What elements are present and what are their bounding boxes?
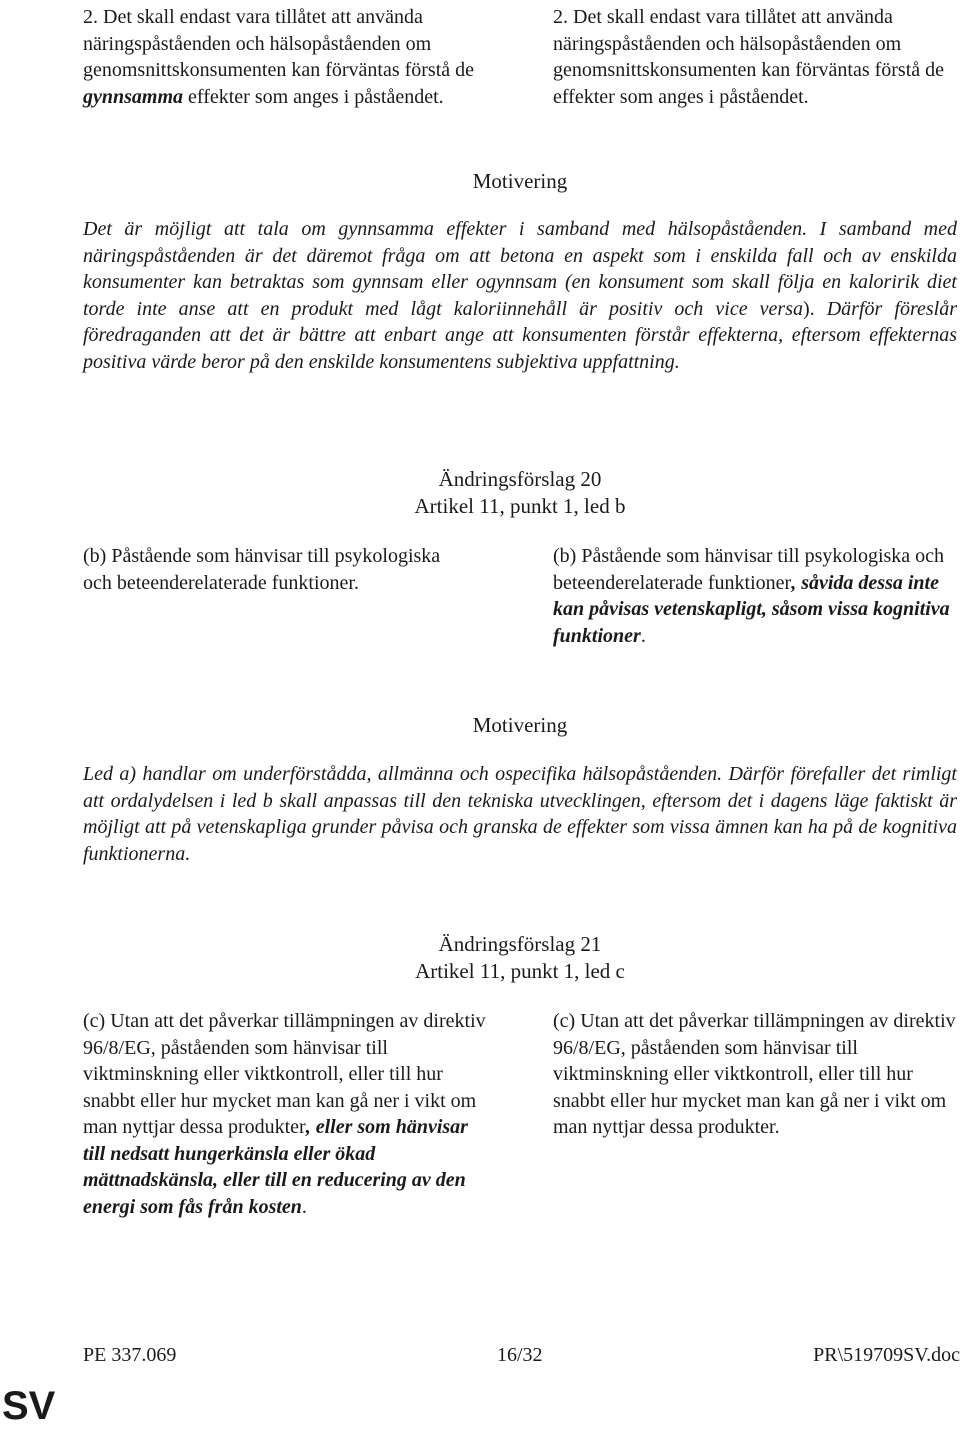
amendment-20-article: Artikel 11, punkt 1, led b bbox=[414, 494, 626, 518]
amendment-21-original: (c) Utan att det påverkar tillämpningen av direktiv 96/8/EG, påståenden som hänvisar till viktminskning eller viktkontroll, eller till hur snabbt eller hur mycket man kan gå ner i vikt om man nyttjar dessa produkter, eller som hänvisar till nedsatt hungerkänsla eller ökad mättnadskänsla, eller till en reducering av den energi som fås från kosten. bbox=[83, 1010, 486, 1218]
language-code: SV bbox=[2, 1384, 56, 1428]
footer-document-name: PR\519709SV.doc bbox=[813, 1344, 960, 1366]
amendment-21-title: Ändringsförslag 21 bbox=[438, 932, 602, 956]
amendment-20-title: Ändringsförslag 20 bbox=[438, 467, 602, 491]
emphasis-text: gynnsamma bbox=[83, 85, 184, 108]
motivering-text-2: Led a) handlar om underförstådda, allmänna och ospecifika hälsopåståenden. Därför förefaller det rimligt att ordalydelsen i led b skall anpassas till den tekniska utvecklingen, eftersom det i dagens läge faktiskt är möjligt att på vetenskapliga grunder påvisa och granska de effekter som vissa ämnen kan ha på de kognitiva funktionerna. bbox=[83, 763, 957, 865]
motivering-heading-2: Motivering bbox=[472, 713, 568, 737]
amendment-20-addition: , såvida dessa inte kan påvisas vetenskapligt, såsom vissa kognitiva funktioner bbox=[553, 571, 950, 647]
amendment-21-article: Artikel 11, punkt 1, led c bbox=[415, 959, 625, 983]
amendment-20-original: (b) Påstående som hänvisar till psykologiska och beteenderelaterade funktioner. bbox=[83, 545, 441, 594]
amendment-21-deletion: , eller som hänvisar till nedsatt hungerkänsla eller ökad mättnadskänsla, eller till en reducering av den energi som fås från kosten bbox=[83, 1116, 468, 1218]
footer-page-number: 16/32 bbox=[497, 1344, 543, 1366]
footer-reference: PE 337.069 bbox=[83, 1344, 177, 1366]
amendment-20-proposed: (b) Påstående som hänvisar till psykologiska och beteenderelaterade funktioner, såvida dessa inte kan påvisas vetenskapligt, såsom vissa kognitiva funktioner. bbox=[553, 545, 950, 647]
top-left-text: 2. Det skall endast vara tillåtet att använda näringspåståenden och hälsopåståenden om genomsnittskonsumenten kan förväntas förstå de gynnsamma effekter som anges i påståendet. bbox=[83, 6, 475, 108]
motivering-text-1: Det är möjligt att tala om gynnsamma effekter i samband med hälsopåståenden. I samband med näringspåståenden är det däremot fråga om att betona en aspekt som i enskilda fall och av enskilda konsumenter kan betraktas som gynnsam eller ogynnsam (en konsument som skall följa en kaloririk diet torde inte anse att en produkt med lågt kaloriinnehåll är positiv och vice versa). Därför föreslår föredraganden att det är bättre att enbart ange att konsumenten förstår effekterna, eftersom effekternas positiva värde beror på den enskilde konsumentens subjektiva uppfattning. bbox=[83, 218, 957, 373]
amendment-21-proposed: (c) Utan att det påverkar tillämpningen av direktiv 96/8/EG, påståenden som hänvisar till viktminskning eller viktkontroll, eller till hur snabbt eller hur mycket man kan gå ner i vikt om man nyttjar dessa produkter. bbox=[553, 1010, 956, 1138]
top-right-text: 2. Det skall endast vara tillåtet att använda näringspåståenden och hälsopåståenden om genomsnittskonsumenten kan förväntas förstå de effekter som anges i påståendet. bbox=[553, 6, 945, 108]
motivering-heading-1: Motivering bbox=[472, 169, 568, 193]
